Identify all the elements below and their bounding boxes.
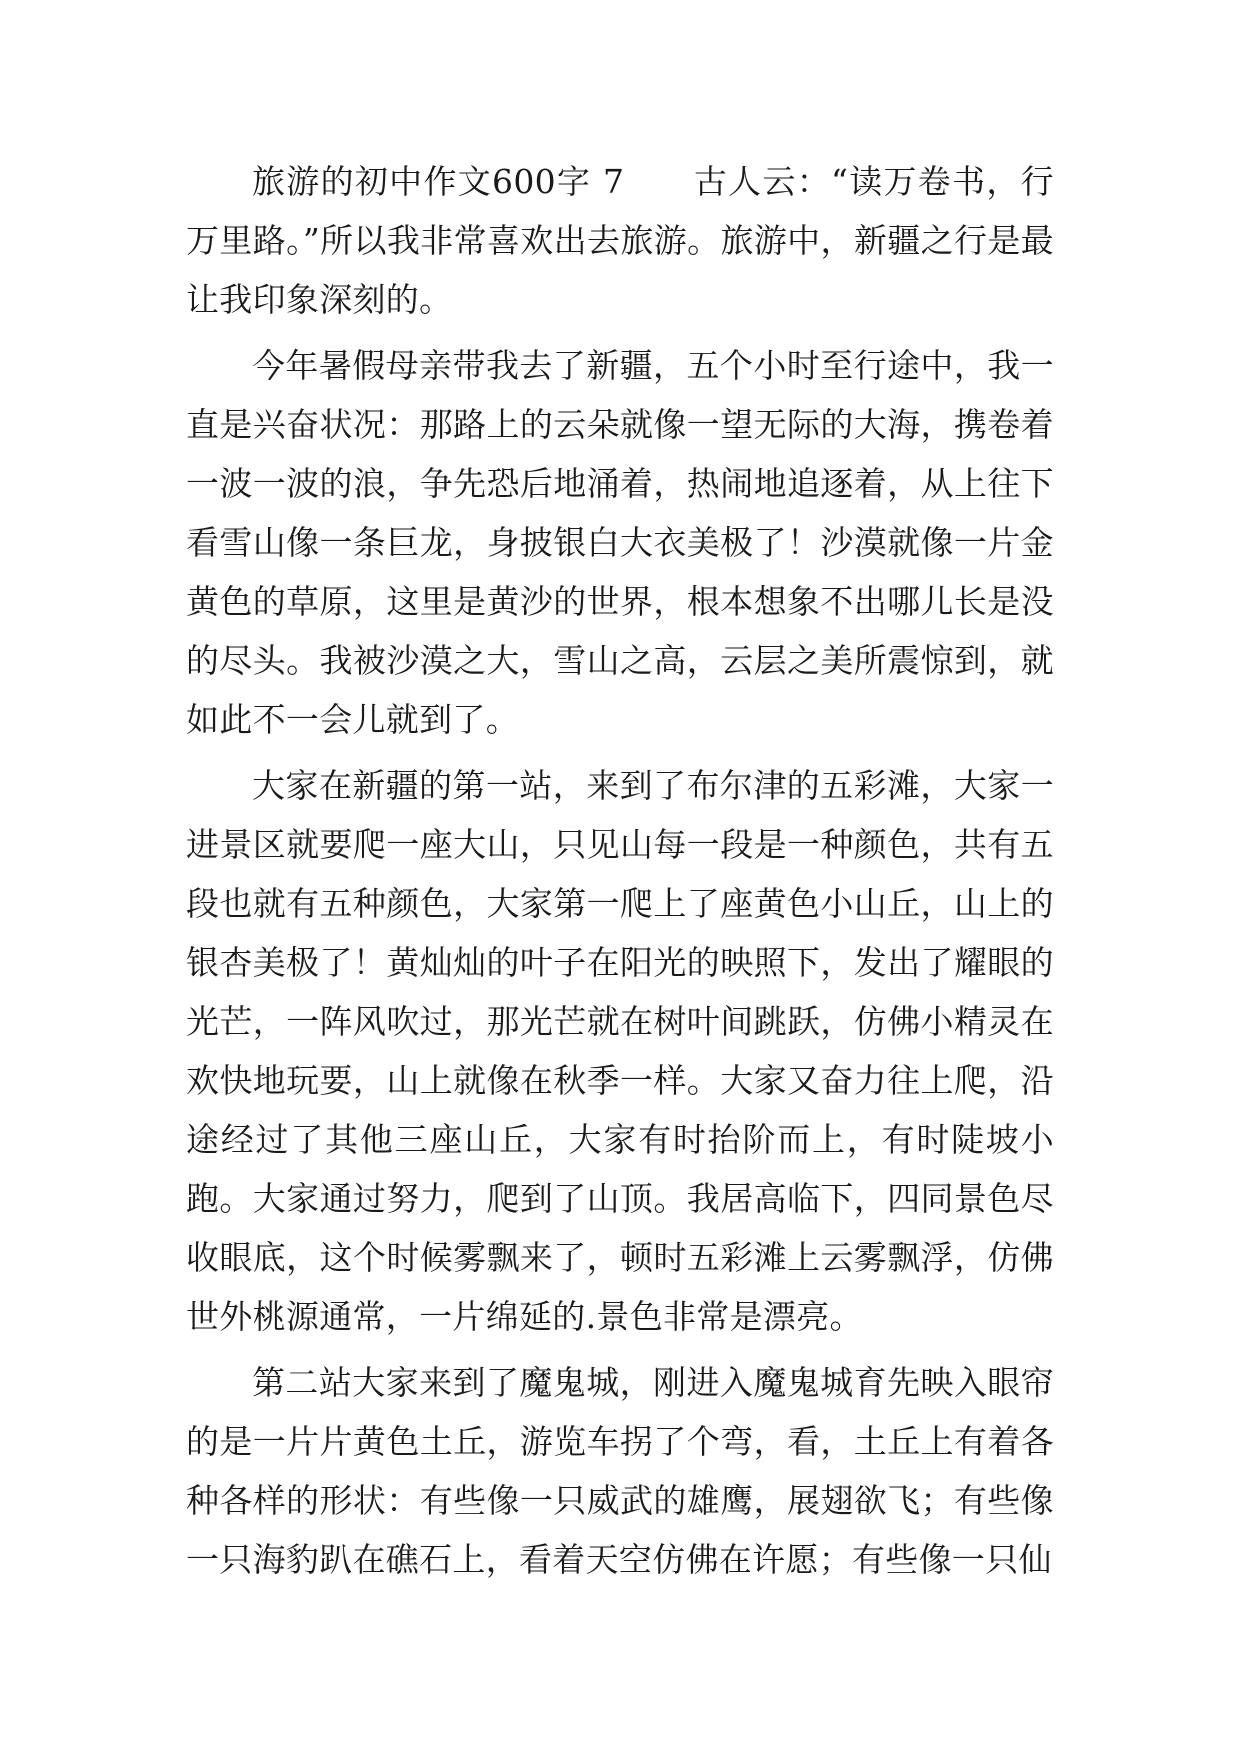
paragraph-intro: 旅游的初中作文600字 7 古人云：“读万卷书，行万里路。”所以我非常喜欢出去旅游。旅游中，新疆之行是最让我印象深刻的。 [186,162,1054,319]
paragraph-first-stop: 大家在新疆的第一站，来到了布尔津的五彩滩，大家一进景区就要爬一座大山，只见山每一段是一种颜色，共有五段也就有五种颜色，大家第一爬上了座黄色小山丘，山上的银杏美极了！黄灿灿的叶子在阳光的映照下，发出了耀眼的光芒，一阵风吹过，那光芒就在树叶间跳跃，仿佛小精灵在欢快地玩要，山上就像在秋季一样。大家又奋力往上爬，沿途经过了其他三座山丘，大家有时抬阶而上，有时陡坡小跑。大家通过努力，爬到了山顶。我居高临下，四同景色尽收眼底，这个时候雾飘来了，顿时五彩滩上云雾飘浮，仿佛世外桃源通常，一片绵延的.景色非常是漂亮。 [186,766,1054,1336]
essay-body [186,152,1054,1596]
paragraph-journey: 今年暑假母亲带我去了新疆，五个小时至行途中，我一直是兴奋状况：那路上的云朵就像一望无际的大海，携卷着一波一波的浪，争先恐后地涌着，热闹地追逐着，从上往下看雪山像一条巨龙，身披银白大衣美极了！沙漠就像一片金黄色的草原，这里是黄沙的世界，根本想象不出哪儿长是没的尽头。我被沙漠之大，雪山之高，云层之美所震惊到，就如此不一会儿就到了。 [186,346,1054,739]
paragraph-second-stop: 第二站大家来到了魔鬼城，刚进入魔鬼城育先映入眼帘的是一片片黄色土丘，游览车拐了个弯，看，土丘上有着各种各样的形状：有些像一只威武的雄鹰，展翅欲飞；有些像一只海豹趴在礁石上，看着天空仿佛在许愿；有些像一只仙 [186,1363,1054,1579]
